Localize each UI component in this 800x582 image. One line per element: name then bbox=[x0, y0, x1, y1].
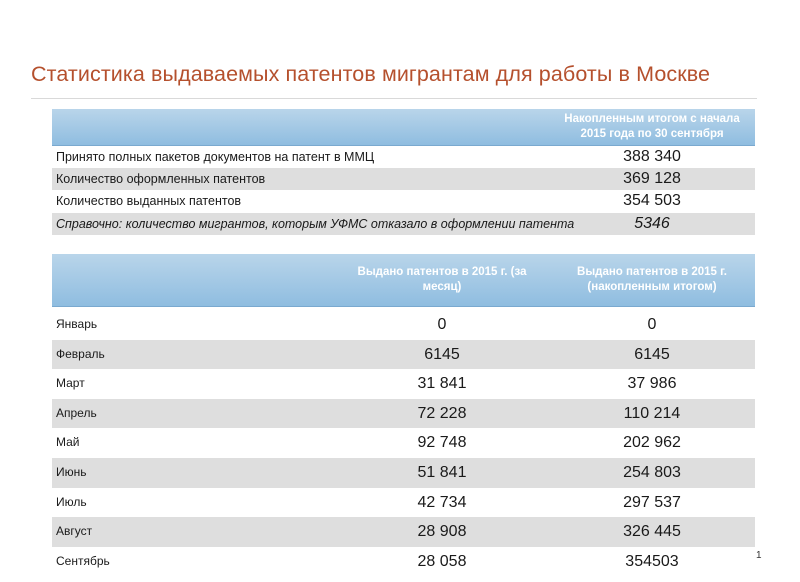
row-label: Принято полных пакетов документов на патент в ММЦ bbox=[56, 150, 375, 164]
row-value: 5346 bbox=[634, 214, 670, 232]
month-label: Январь bbox=[56, 317, 98, 331]
header-cumulative: Выдано патентов в 2015 г. (накопленным итогом) bbox=[577, 266, 727, 293]
table-row bbox=[52, 213, 755, 235]
month-label: Август bbox=[56, 524, 93, 539]
table-row bbox=[52, 340, 755, 370]
header-monthly: Выдано патентов в 2015 г. (за месяц) bbox=[357, 266, 527, 293]
title-divider bbox=[31, 98, 757, 99]
monthly-value: 72 228 bbox=[417, 404, 467, 422]
row-label: Количество оформленных патентов bbox=[56, 172, 266, 187]
monthly-value: 51 841 bbox=[417, 463, 467, 481]
table-row bbox=[52, 310, 755, 340]
month-label: Февраль bbox=[56, 346, 105, 361]
row-label: Справочно: количество мигрантов, которым УФМС отказало в оформлении патента bbox=[56, 216, 575, 231]
page-title: Статистика выдаваемых патентов мигрантам для работы в Москве bbox=[31, 62, 711, 86]
summary-header-cumulative: Накопленным итогом с начала 2015 года по 30 сентября bbox=[564, 113, 740, 140]
summary-table bbox=[52, 109, 755, 235]
table-row bbox=[52, 369, 755, 399]
month-label: Май bbox=[56, 435, 80, 450]
monthly-value: 92 748 bbox=[417, 434, 467, 452]
table-row bbox=[52, 428, 755, 458]
page-number: 1 bbox=[756, 550, 762, 561]
row-value: 388 340 bbox=[623, 148, 681, 165]
month-label: Март bbox=[56, 376, 85, 391]
summary-table-header bbox=[52, 109, 755, 146]
table-row bbox=[52, 399, 755, 429]
monthly-value: 31 841 bbox=[417, 375, 467, 393]
monthly-table bbox=[52, 254, 755, 576]
cumulative-value: 202 962 bbox=[623, 434, 681, 452]
monthly-value: 28 908 bbox=[417, 523, 467, 541]
row-value: 369 128 bbox=[623, 170, 681, 188]
table-row bbox=[52, 547, 755, 577]
cumulative-value: 326 445 bbox=[623, 523, 681, 541]
cumulative-value: 6145 bbox=[634, 345, 670, 363]
month-label: Сентябрь bbox=[56, 553, 110, 568]
month-label: Июнь bbox=[56, 464, 87, 479]
monthly-table-header bbox=[52, 254, 755, 307]
table-row bbox=[52, 517, 755, 547]
monthly-value: 0 bbox=[437, 316, 447, 333]
row-label: Количество выданных патентов bbox=[56, 194, 242, 209]
monthly-value: 6145 bbox=[424, 345, 460, 363]
cumulative-value: 37 986 bbox=[627, 375, 677, 393]
month-label: Июль bbox=[56, 494, 87, 509]
month-label: Апрель bbox=[56, 405, 97, 420]
table-row bbox=[52, 190, 755, 212]
cumulative-value: 110 214 bbox=[623, 404, 681, 422]
cumulative-value: 297 537 bbox=[623, 493, 681, 511]
cumulative-value: 254 803 bbox=[623, 463, 681, 481]
table-row bbox=[52, 458, 755, 488]
monthly-value: 28 058 bbox=[417, 552, 467, 570]
table-row bbox=[52, 146, 755, 168]
cumulative-value: 0 bbox=[647, 316, 657, 333]
monthly-value: 42 734 bbox=[417, 493, 467, 511]
row-value: 354 503 bbox=[623, 192, 681, 210]
table-row bbox=[52, 488, 755, 518]
cumulative-value: 354503 bbox=[625, 552, 679, 570]
table-row bbox=[52, 168, 755, 190]
